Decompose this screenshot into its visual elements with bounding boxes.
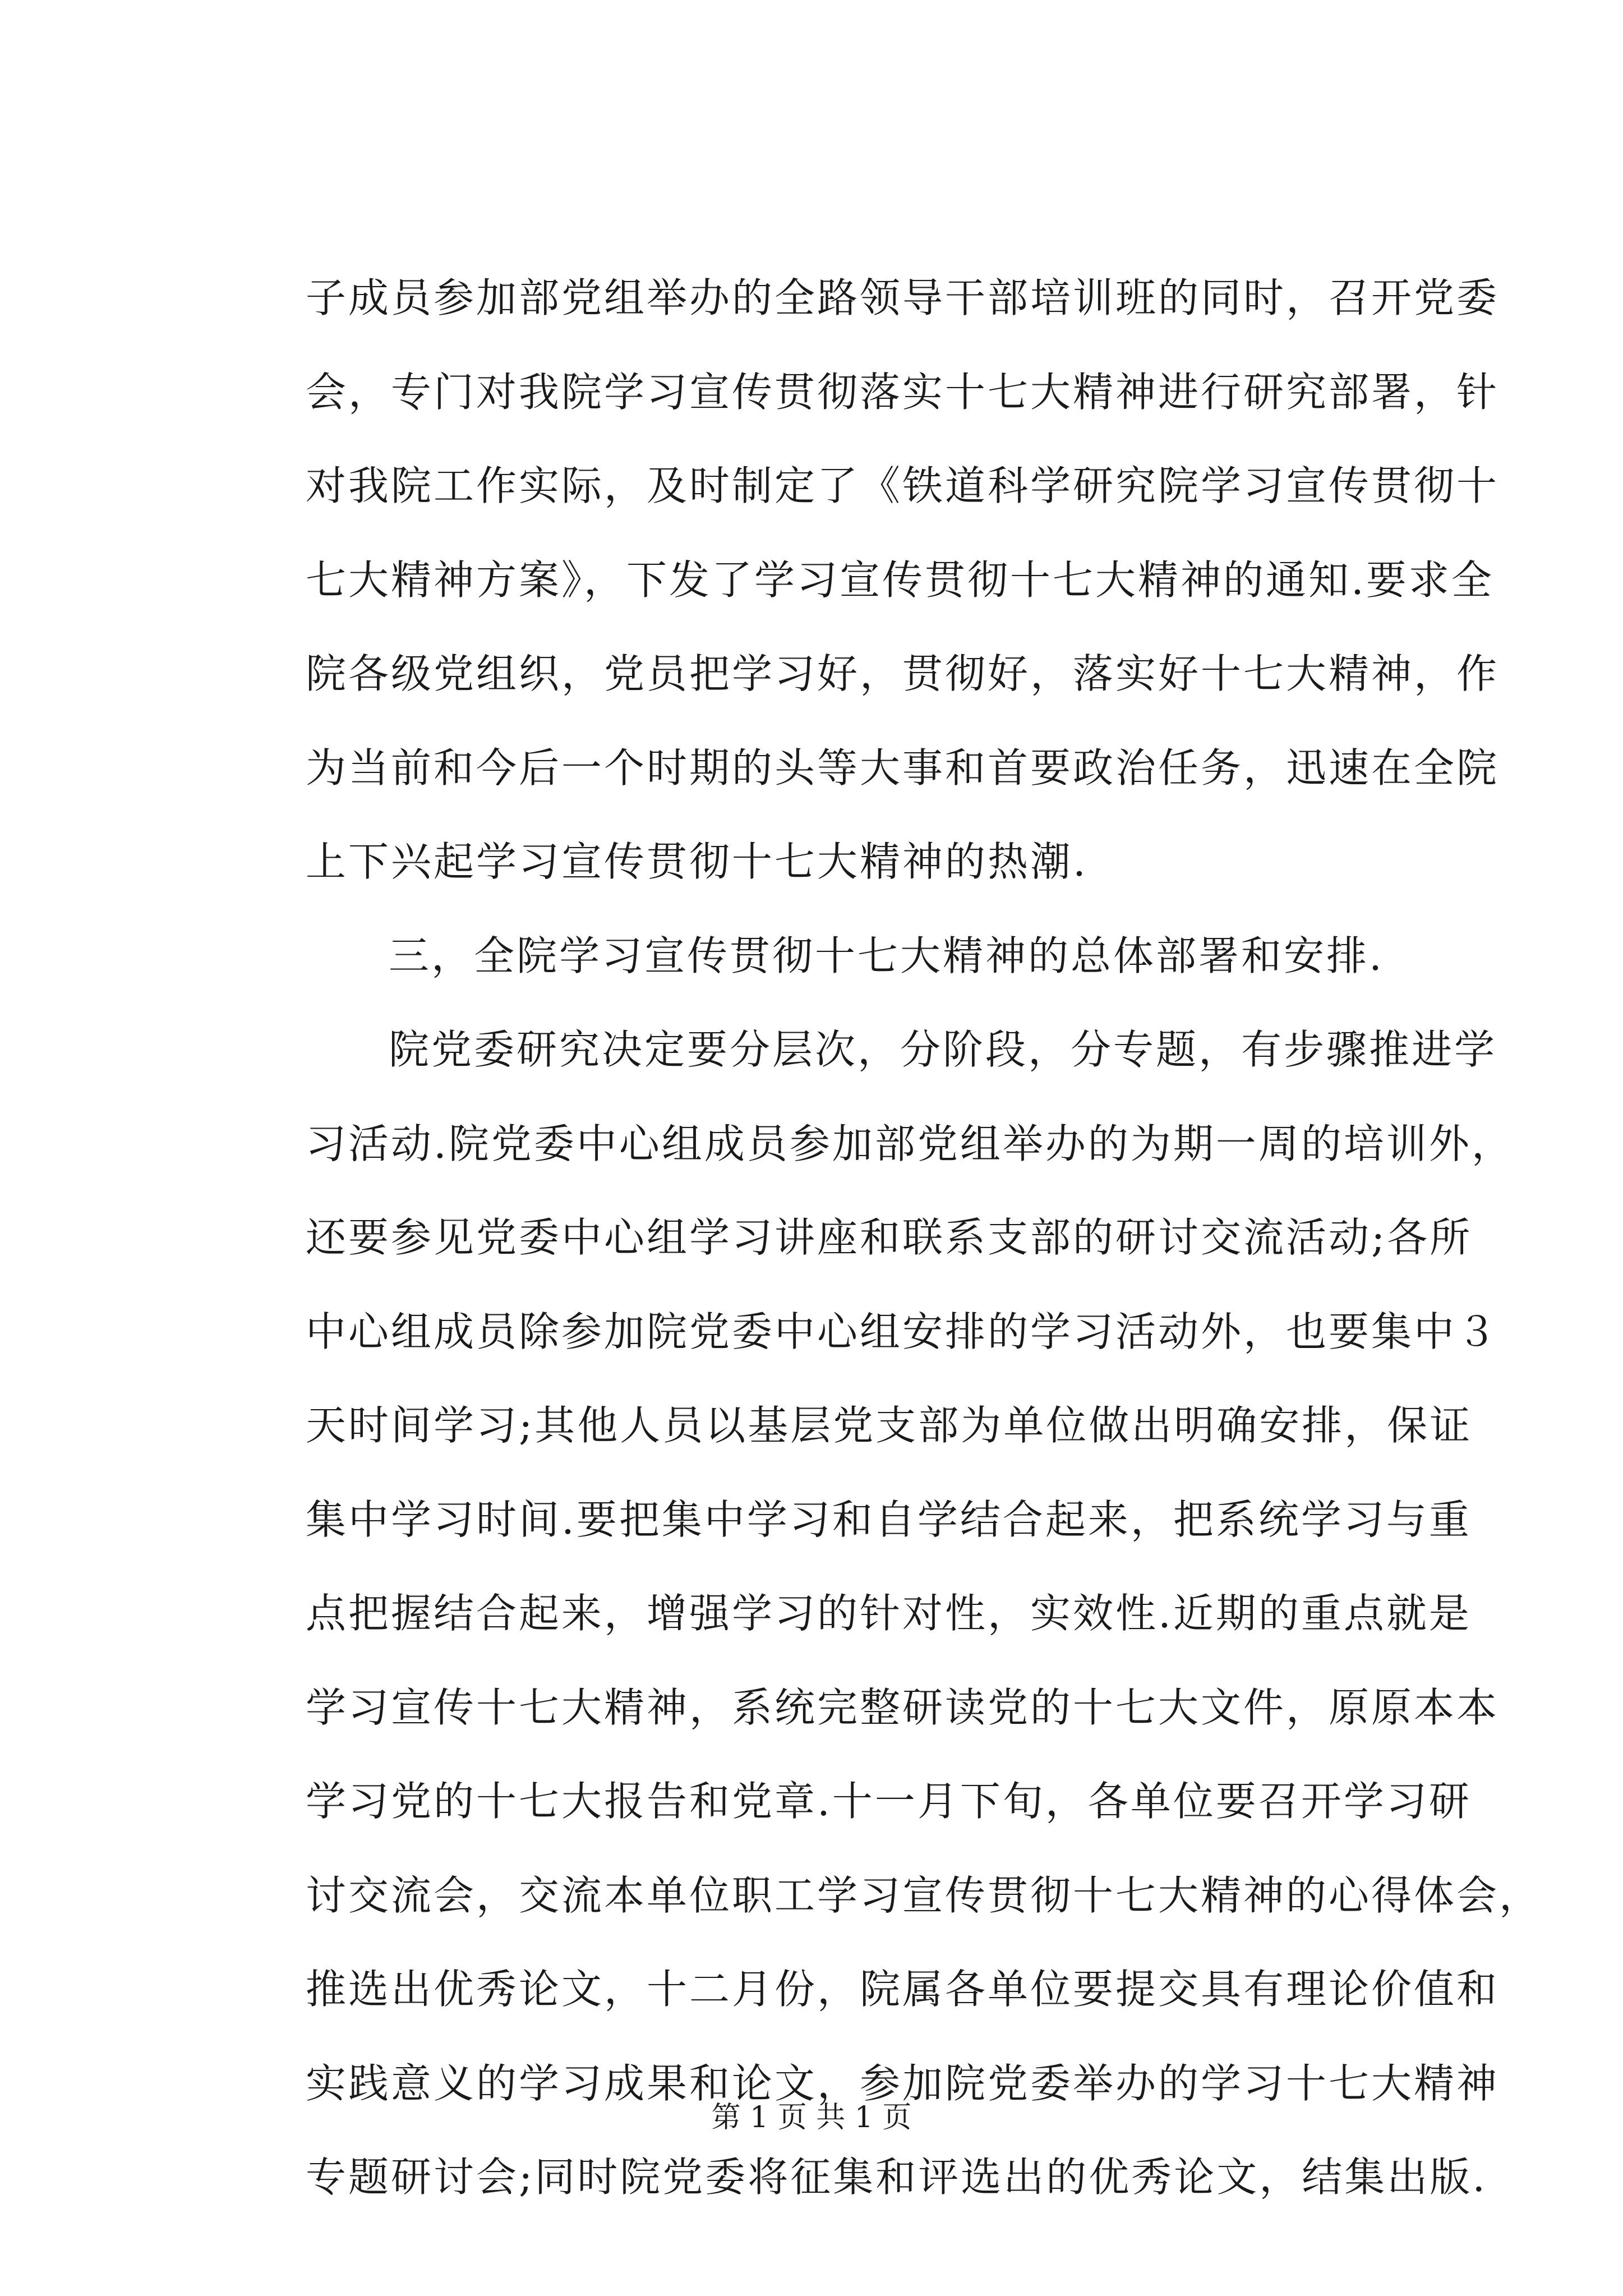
text-line: 实践意义的学习成果和论文，参加院党委举办的学习十七大精神 xyxy=(306,2059,1500,2107)
text-line: 子成员参加部党组举办的全路领导干部培训班的同时，召开党委 xyxy=(306,274,1500,321)
section-heading: 三，全院学习宣传贯彻十七大精神的总体部署和安排. xyxy=(389,932,1384,979)
text-line: 会，专门对我院学习宣传贯彻落实十七大精神进行研究部署，针 xyxy=(306,368,1500,416)
text-line: 专题研讨会;同时院党委将征集和评选出的优秀论文，结集出版. xyxy=(306,2154,1488,2201)
text-line: 对我院工作实际，及时制定了《铁道科学研究院学习宣传贯彻十 xyxy=(306,462,1500,509)
text-line: 点把握结合起来，增强学习的针对性，实效性.近期的重点就是 xyxy=(306,1590,1472,1637)
text-line: 上下兴起学习宣传贯彻十七大精神的热潮. xyxy=(306,838,1088,885)
text-line: 为当前和今后一个时期的头等大事和首要政治任务，迅速在全院 xyxy=(306,744,1500,792)
text-line: 学习党的十七大报告和党章.十一月下旬，各单位要召开学习研 xyxy=(306,1778,1472,1825)
text-line: 还要参见党委中心组学习讲座和联系支部的研讨交流活动;各所 xyxy=(306,1214,1473,1261)
text-line: 集中学习时间.要把集中学习和自学结合起来，把系统学习与重 xyxy=(306,1496,1472,1543)
text-line: 推选出优秀论文，十二月份，院属各单位要提交具有理论价值和 xyxy=(306,1966,1500,2013)
text-line: 七大精神方案》，下发了学习宣传贯彻十七大精神的通知.要求全 xyxy=(306,556,1494,604)
text-line: 院各级党组织，党员把学习好，贯彻好，落实好十七大精神，作 xyxy=(306,650,1500,697)
text-line: 讨交流会，交流本单位职工学习宣传贯彻十七大精神的心得体会， xyxy=(306,1871,1542,1919)
text-line: 中心组成员除参加院党委中心组安排的学习活动外，也要集中３ xyxy=(306,1308,1500,1355)
paragraph-start-line: 院党委研究决定要分层次，分阶段，分专题，有步骤推进学 xyxy=(389,1026,1497,1073)
text-line: 习活动.院党委中心组成员参加部党组举办的为期一周的培训外， xyxy=(306,1120,1514,1167)
text-line: 学习宣传十七大精神，系统完整研读党的十七大文件，原原本本 xyxy=(306,1683,1500,1731)
text-line: 天时间学习;其他人员以基层党支部为单位做出明确安排，保证 xyxy=(306,1402,1473,1449)
page-number-footer: 第 1 页 共 1 页 xyxy=(711,2101,912,2134)
body-text xyxy=(306,251,1542,2225)
